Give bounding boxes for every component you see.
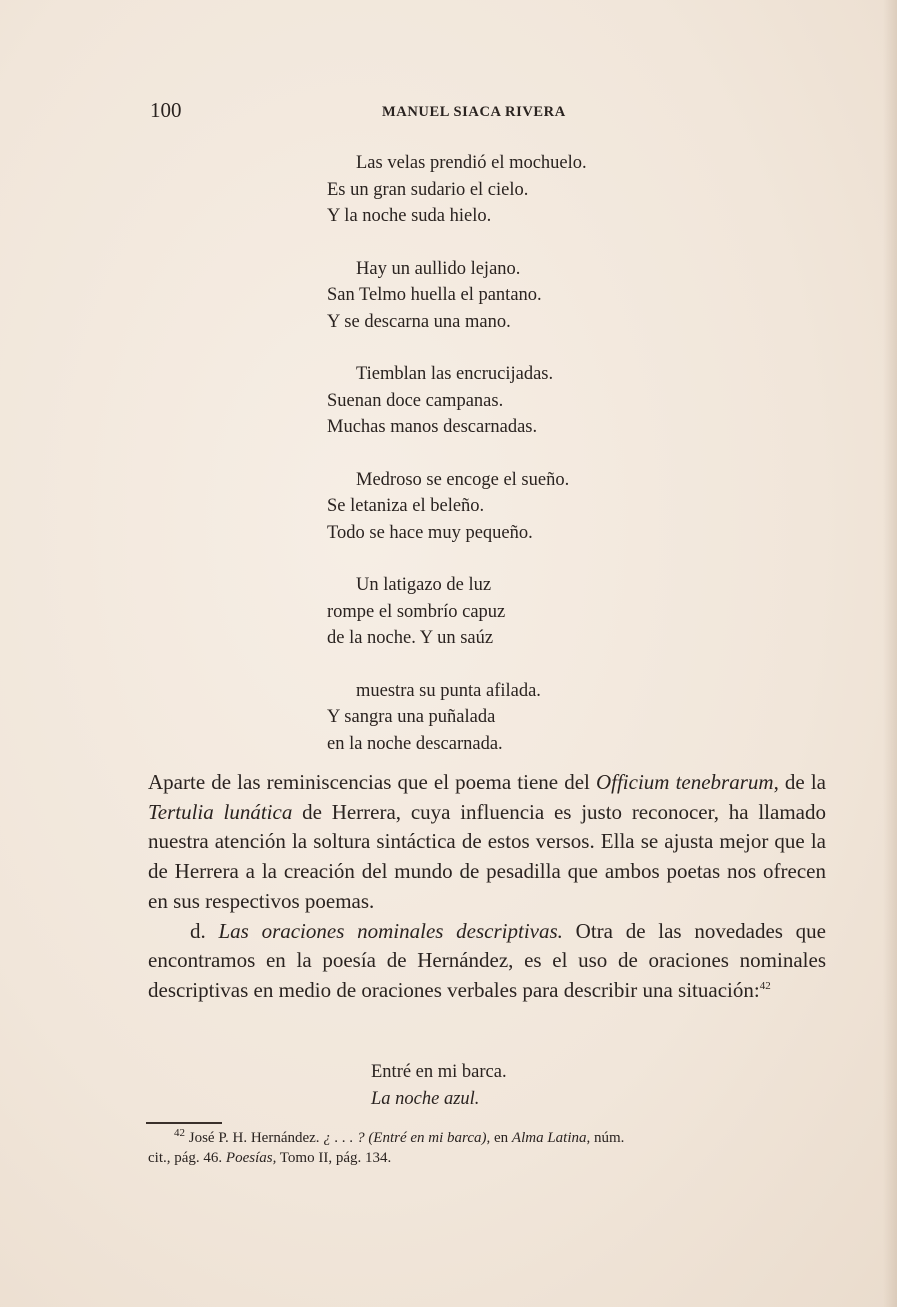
stanza: [327, 361, 587, 441]
text-run: Otra de las novedades que encontramos en la poesía de Hernández, es el uso de oraciones nominales descriptivas en medio de oraciones verbales para describir una situación:: [148, 918, 827, 1002]
verse-line: Las velas prendió el mochuelo.: [356, 153, 587, 173]
text-run: José P. H. Hernández.: [185, 1130, 324, 1146]
verse-line: Se letaniza el beleño.: [327, 496, 485, 516]
verse-line: Un latigazo de luz: [356, 575, 492, 595]
running-title: MANUEL SIACA RIVERA: [382, 104, 566, 120]
work-title: Tertulia lunática: [148, 799, 293, 824]
verse-line: rompe el sombrío capuz: [327, 601, 506, 622]
text-run: Aparte de las reminiscencias que el poema tiene del: [148, 770, 596, 794]
text-run: cit., pág. 46.: [148, 1150, 226, 1166]
quote-line: La noche azul.: [371, 1089, 480, 1109]
work-title: Poesías,: [225, 1150, 277, 1166]
page-edge-shadow: [883, 0, 897, 1307]
verse-line: Es un gran sudario el cielo.: [327, 179, 529, 200]
quote-line: Entré en mi barca.: [371, 1062, 507, 1082]
work-title: Officium tenebrarum: [595, 770, 774, 794]
stanza: [327, 678, 587, 758]
footnote-number: 42: [174, 1127, 185, 1139]
work-title: Alma Latina: [511, 1130, 587, 1146]
section-marker: d.: [190, 918, 219, 943]
paragraph: [148, 917, 826, 1006]
verse-line: San Telmo huella el pantano.: [327, 285, 542, 305]
verse-line: Muchas manos descarnadas.: [327, 417, 538, 437]
work-title: ¿ . . . ? (Entré en mi barca): [323, 1130, 487, 1146]
verse-line: muestra su punta afilada.: [356, 680, 541, 701]
stanza: [327, 150, 587, 230]
verse-line: Tiemblan las encrucijadas.: [356, 364, 554, 384]
text-run: de Herrera, cuya influencia es justo reconocer, ha llamado nuestra atención la soltura sintáctica de estos versos. Ella se ajusta mejor que la de Herrera a la creación del mundo de pesadilla que ambos poetas nos ofrecen en sus respectivos poemas.: [148, 799, 826, 913]
verse-line: Hay un aullido lejano.: [356, 258, 521, 279]
verse-line: Medroso se encoge el sueño.: [356, 469, 570, 490]
verse-line: Suenan doce campanas.: [327, 390, 504, 411]
body-text: [148, 768, 826, 1006]
stanza: [327, 467, 587, 547]
verse-line: Todo se hace muy pequeño.: [327, 522, 533, 543]
verse-line: de la noche. Y un saúz: [327, 628, 494, 648]
footnote: [148, 1128, 820, 1168]
stanza: [327, 572, 587, 652]
verse-line: en la noche descarnada.: [327, 733, 503, 754]
paragraph: [148, 768, 826, 917]
footnote-rule: [146, 1122, 222, 1124]
footnote-line: [148, 1128, 820, 1148]
text-run: , de la: [773, 770, 827, 794]
footnote-ref: 42: [759, 979, 771, 992]
text-run: Tomo II, pág. 134.: [276, 1150, 392, 1166]
verse-line: Y sangra una puñalada: [327, 707, 496, 727]
stanza: [327, 256, 587, 336]
verse-line: Y la noche suda hielo.: [327, 206, 492, 226]
poem: [327, 150, 587, 783]
text-run: , en: [486, 1130, 512, 1146]
text-run: , núm.: [586, 1130, 625, 1146]
quoted-verse: [371, 1059, 507, 1113]
footnote-line: [148, 1148, 820, 1168]
page-number: 100: [150, 98, 182, 122]
verse-line: Y se descarna una mano.: [327, 311, 511, 332]
section-heading: Las oraciones nominales descriptivas.: [218, 918, 563, 943]
